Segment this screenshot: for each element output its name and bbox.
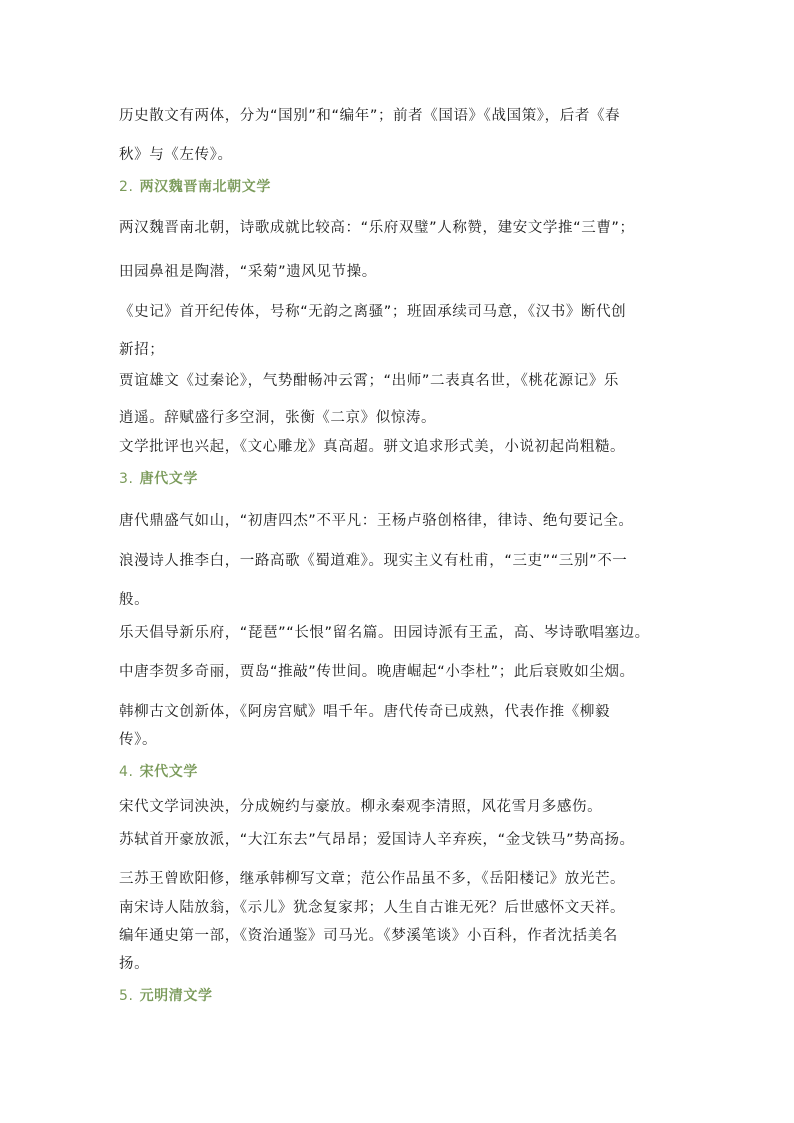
text-line: 韩柳古文创新体，《阿房宫赋》唱千年。唐代传奇已成熟，代表作推《柳毅 <box>119 704 611 720</box>
text-line: 浪漫诗人推李白，一路高歌《蜀道难》。现实主义有杜甫，“三吏”“三别”不一 <box>119 553 628 569</box>
text-line: 扬。 <box>119 956 150 972</box>
section-number: 3. <box>119 471 134 487</box>
text-line: 唐代鼎盛气如山，“初唐四杰”不平凡：王杨卢骆创格律，律诗、绝句要记全。 <box>119 513 634 529</box>
section-heading <box>119 177 271 197</box>
section-heading <box>119 986 213 1006</box>
text-line: 《史记》首开纪传体，号称“无韵之离骚”；班固承续司马意，《汉书》断代创 <box>119 304 627 320</box>
section-number: 5. <box>119 988 134 1004</box>
section-heading <box>119 762 198 782</box>
text-line: 南宋诗人陆放翁，《示儿》犹念复家邦；人生自古谁无死？后世感怀文天祥。 <box>119 900 626 916</box>
section-title: 两汉魏晋南北朝文学 <box>139 179 271 195</box>
text-line: 乐天倡导新乐府，“琵琶”“长恨”留名篇。田园诗派有王孟，高、岑诗歌唱塞边。 <box>119 625 650 641</box>
text-line: 新招； <box>119 342 165 358</box>
text-line: 苏轼首开豪放派，“大江东去”气昂昂；爱国诗人辛弃疾，“金戈铁马”势高扬。 <box>119 832 635 848</box>
text-line: 宋代文学词泱泱，分成婉约与豪放。柳永秦观李清照，风花雪月多感伤。 <box>119 799 603 815</box>
text-line: 般。 <box>119 592 150 608</box>
section-heading <box>119 469 198 489</box>
text-line: 历史散文有两体，分为“国别”和“编年”；前者《国语》《战国策》，后者《春 <box>119 108 621 124</box>
section-number: 2. <box>119 179 134 195</box>
section-title: 宋代文学 <box>139 764 198 780</box>
section-number: 4. <box>119 764 134 780</box>
text-line: 秋》与《左传》。 <box>119 147 233 163</box>
text-line: 三苏王曾欧阳修，继承韩柳写文章；范公作品虽不多，《岳阳楼记》放光芒。 <box>119 871 626 887</box>
text-line: 传》。 <box>119 732 158 748</box>
text-line: 中唐李贺多奇丽，贾岛“推敲”传世间。晚唐崛起“小李杜”；此后衰败如尘烟。 <box>119 664 635 680</box>
text-line: 编年通史第一部，《资治通鉴》司马光。《梦溪笔谈》小百科，作者沈括美名 <box>119 928 618 944</box>
section-title: 元明清文学 <box>139 988 213 1004</box>
text-line: 两汉魏晋南北朝，诗歌成就比较高：“乐府双璧”人称赞，建安文学推“三曹”； <box>119 220 635 236</box>
text-line: 贾谊雄文《过秦论》，气势酣畅冲云霄；“出师”二表真名世，《桃花源记》乐 <box>119 373 620 389</box>
section-title: 唐代文学 <box>139 471 198 487</box>
text-line: 田园鼻祖是陶潜，“采菊”遗风见节操。 <box>119 264 377 280</box>
text-line: 文学批评也兴起，《文心雕龙》真高超。骈文追求形式美，小说初起尚粗糙。 <box>119 439 626 455</box>
text-line: 逍遥。辞赋盛行多空洞，张衡《二京》似惊涛。 <box>119 410 437 426</box>
